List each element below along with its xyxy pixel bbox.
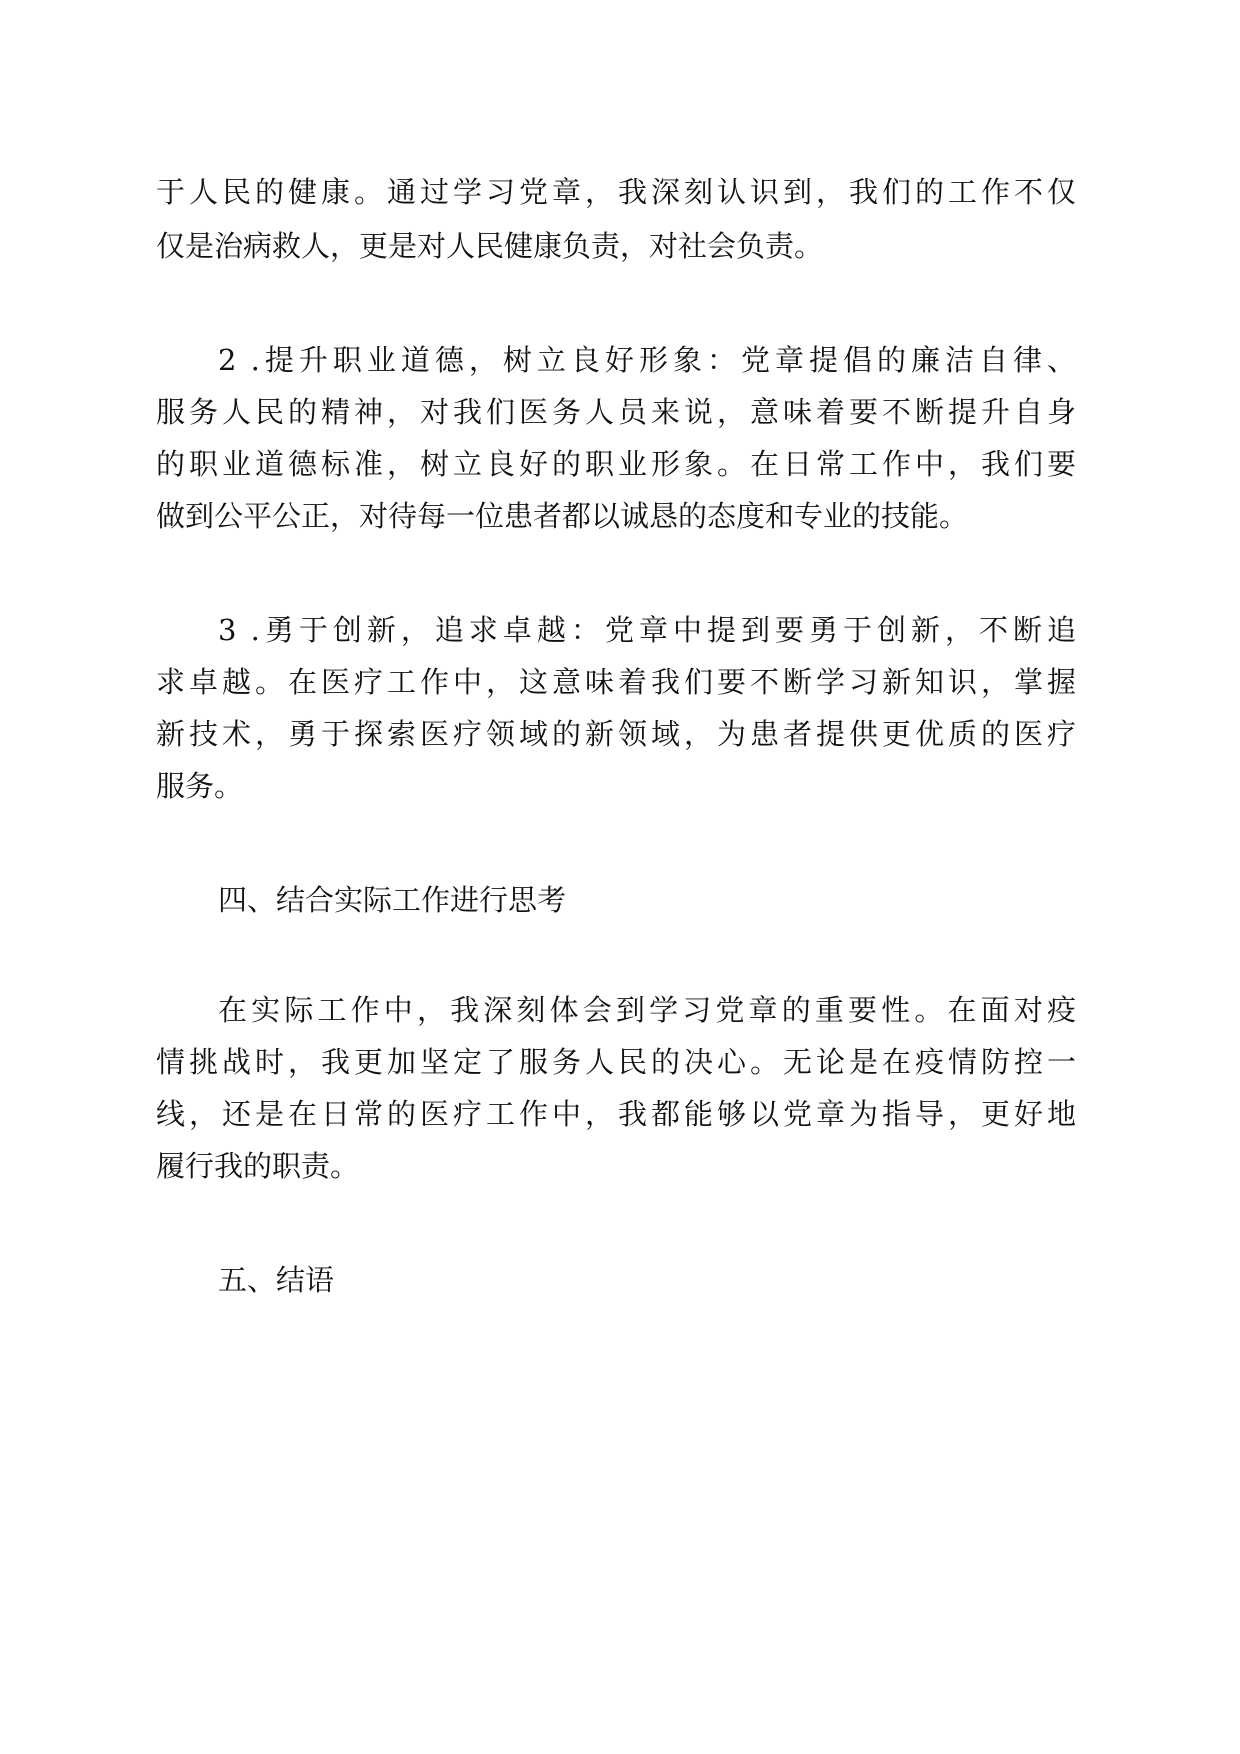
item-3-line: 求卓越。在医疗工作中，这意味着我们要不断学习新知识，掌握	[156, 665, 1076, 699]
item-3-line: 服务。	[156, 769, 244, 803]
item-3-line: 新技术，勇于探索医疗领域的新领域，为患者提供更优质的医疗	[156, 717, 1076, 751]
section-5-heading: 五、结语	[218, 1263, 335, 1297]
paragraph-line: 仅是治病救人，更是对人民健康负责，对社会负责。	[156, 229, 824, 263]
paragraph-line: 于人民的健康。通过学习党章，我深刻认识到，我们的工作不仅	[156, 175, 1076, 209]
section-4-line: 线，还是在日常的医疗工作中，我都能够以党章为指导，更好地	[156, 1097, 1076, 1131]
section-4-line: 情挑战时，我更加坚定了服务人民的决心。无论是在疫情防控一	[156, 1045, 1076, 1079]
section-4-line: 在实际工作中，我深刻体会到学习党章的重要性。在面对疫	[218, 993, 1076, 1027]
item-2-line: 做到公平公正，对待每一位患者都以诚恳的态度和专业的技能。	[156, 499, 969, 533]
section-4-heading: 四、结合实际工作进行思考	[218, 883, 567, 917]
item-2-line: 服务人民的精神，对我们医务人员来说，意味着要不断提升自身	[156, 395, 1076, 429]
item-3-line: 3 .勇于创新，追求卓越：党章中提到要勇于创新，不断追	[218, 613, 1076, 647]
item-2-line: 的职业道德标准，树立良好的职业形象。在日常工作中，我们要	[156, 447, 1076, 481]
section-4-line: 履行我的职责。	[156, 1149, 360, 1183]
item-2-line: 2 .提升职业道德，树立良好形象：党章提倡的廉洁自律、	[218, 343, 1076, 377]
